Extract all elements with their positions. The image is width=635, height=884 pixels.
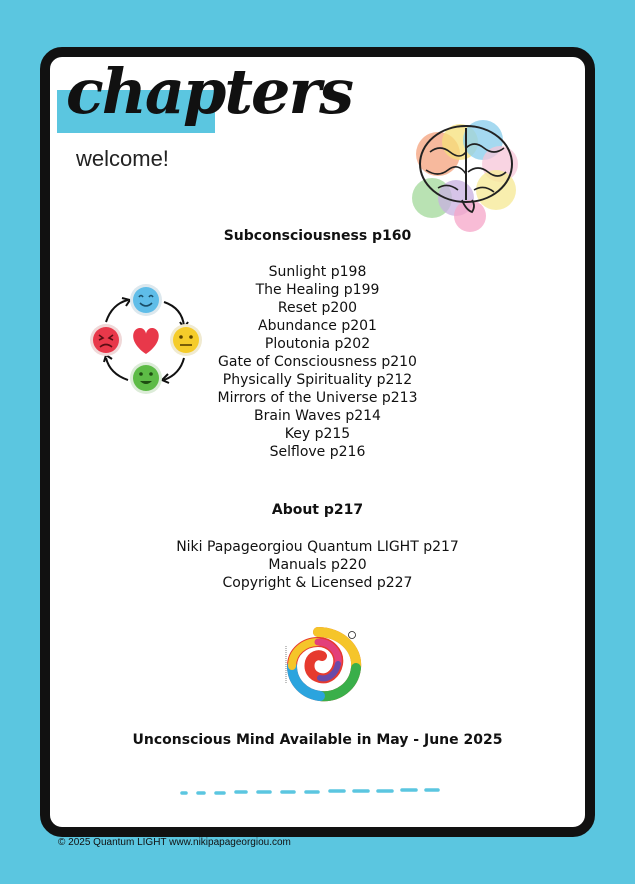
- list-item: Niki Papageorgiou Quantum LIGHT p217: [176, 539, 459, 555]
- list-item: Gate of Consciousness p210: [218, 354, 417, 370]
- list-item: Abundance p201: [258, 318, 377, 334]
- list-item: The Healing p199: [255, 282, 380, 298]
- list-item: Manuals p220: [268, 557, 367, 573]
- page-title: chapters: [66, 55, 353, 128]
- copyright-footer: © 2025 Quantum LIGHT www.nikipapageorgiou.com: [58, 837, 291, 848]
- spiral-logo-icon: [278, 626, 362, 702]
- list-item: Key p215: [284, 426, 351, 442]
- list-item: Mirrors of the Universe p213: [217, 390, 418, 406]
- welcome-text: welcome!: [76, 146, 169, 171]
- list-item: Ploutonia p202: [264, 336, 371, 352]
- chapter-list-about: [100, 538, 535, 592]
- section-heading-subconsciousness: Subconsciousness p160: [223, 228, 412, 244]
- list-item: Physically Spirituality p212: [222, 372, 413, 388]
- list-item: Reset p200: [277, 300, 358, 316]
- list-item: Copyright & Licensed p227: [222, 575, 413, 591]
- availability-announcement: Unconscious Mind Available in May - June 2025: [132, 732, 503, 748]
- decorative-dash-line: [178, 784, 442, 798]
- list-item: Selflove p216: [269, 444, 366, 460]
- chapter-list-subconsciousness: [100, 263, 535, 461]
- section-heading-about: About p217: [271, 502, 364, 518]
- list-item: Sunlight p198: [268, 264, 367, 280]
- brain-illustration: [408, 112, 524, 232]
- list-item: Brain Waves p214: [254, 408, 381, 424]
